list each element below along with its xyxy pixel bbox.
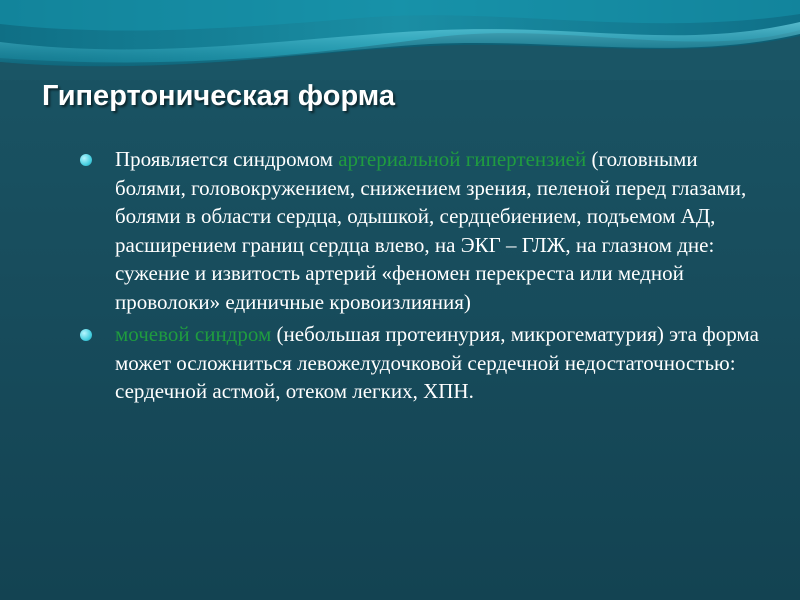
header-wave-decoration bbox=[0, 0, 800, 80]
highlight-text: мочевой синдром bbox=[115, 322, 272, 346]
bullet-item bbox=[80, 145, 770, 316]
bullet-lead-text: Проявляется синдромом bbox=[115, 147, 339, 171]
bullet-text bbox=[115, 320, 770, 406]
bullet-list bbox=[80, 145, 770, 410]
highlight-text: артериальной гипертензией bbox=[338, 147, 592, 171]
bullet-body-text: (небольшая протеинурия, микрогематурия) эта форма может осложниться левожелудочковой сердечной недостаточностью: сердечной астмой, отеком легких, ХПН. bbox=[115, 322, 759, 403]
bullet-dot-icon bbox=[80, 329, 92, 341]
bullet-item bbox=[80, 320, 770, 406]
bullet-body-text: (головными болями, головокружением, снижением зрения, пеленой перед глазами, болями в области сердца, одышкой, сердцебиением, подъемом АД, расширением границ сердца влево, на ЭКГ – ГЛЖ, на глазном дне: сужение и извитость артерий «феномен перекреста или медной проволоки» единичные кровоизлияния) bbox=[115, 147, 747, 314]
bullet-dot-icon bbox=[80, 154, 92, 166]
slide-title: Гипертоническая форма bbox=[42, 80, 395, 112]
bullet-text bbox=[115, 145, 770, 316]
